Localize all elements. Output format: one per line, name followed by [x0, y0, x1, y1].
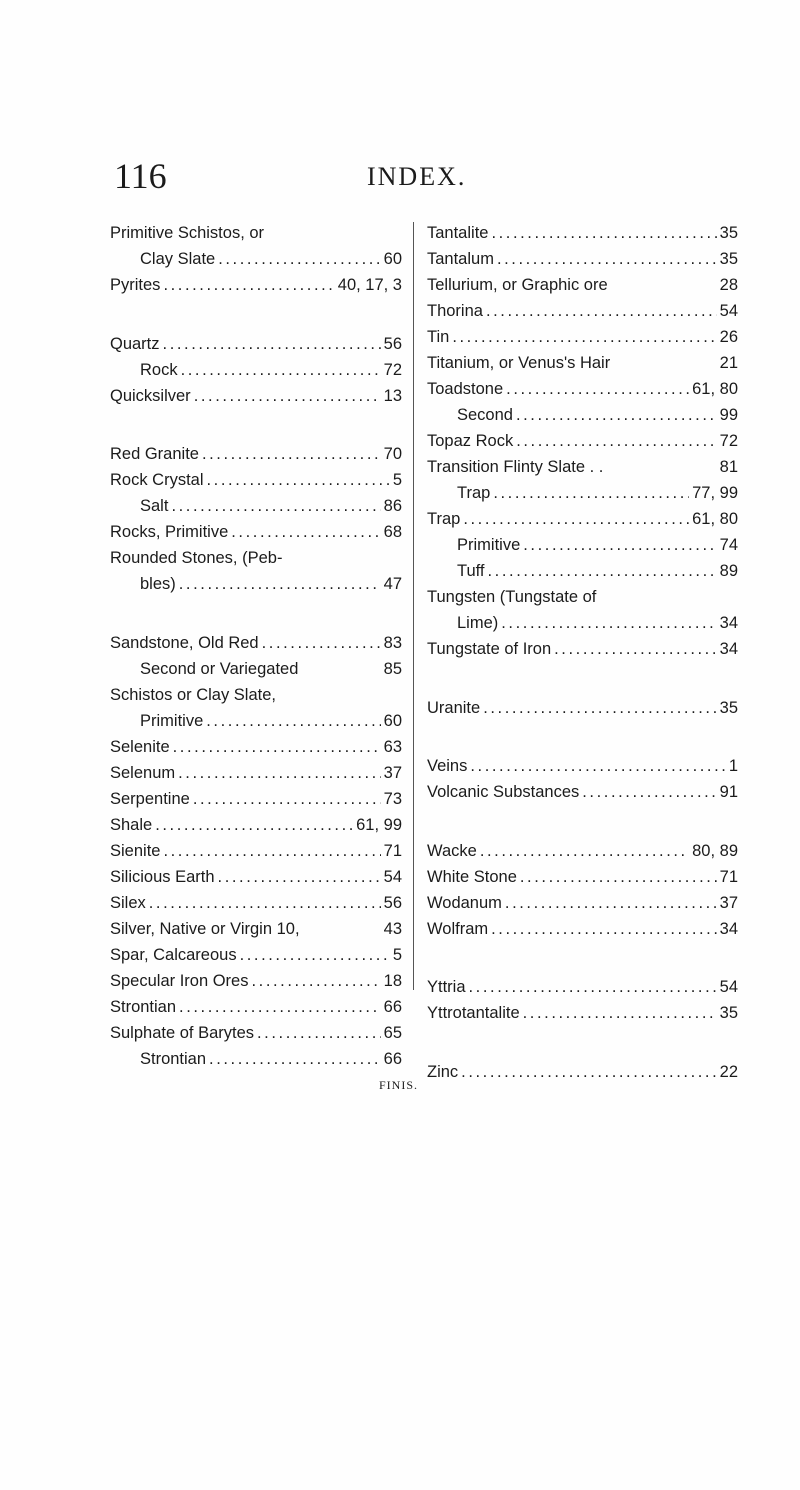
dot-leader [257, 1020, 381, 1046]
dot-leader [493, 480, 689, 506]
index-term: Silver, Native or Virgin 10, [110, 919, 300, 938]
index-entry [427, 402, 738, 428]
index-term: Yttria [427, 978, 466, 996]
index-left-column [110, 220, 402, 1072]
dot-leader [582, 779, 716, 805]
index-entry [110, 916, 402, 942]
index-section-gap [427, 721, 738, 754]
dot-leader [251, 968, 380, 994]
index-entry [427, 428, 738, 454]
index-page-refs: 37 [383, 763, 402, 782]
dot-leader [262, 630, 381, 656]
index-page-refs: 1 [728, 757, 738, 775]
dot-leader [523, 1000, 717, 1026]
index-entry [110, 708, 402, 734]
dot-leader [523, 532, 716, 558]
index-entry [427, 324, 738, 350]
index-page-refs: 68 [383, 523, 402, 541]
index-term: Thorina [427, 302, 483, 320]
dot-leader [463, 506, 689, 532]
index-page-refs: 72 [383, 360, 402, 379]
index-page-refs: 37 [719, 893, 738, 912]
index-page-refs: 56 [383, 893, 402, 912]
index-page-refs: 43 [383, 919, 402, 938]
index-entry [110, 467, 402, 493]
index-page-refs: 22 [719, 1062, 738, 1081]
index-term: Specular Iron Ores [110, 971, 249, 990]
index-term: Tungsten (Tungstate of [427, 588, 597, 606]
index-page-refs: 65 [383, 1023, 402, 1042]
index-page-refs: 35 [719, 224, 738, 242]
index-page-refs: 91 [719, 783, 738, 801]
index-page-refs: 34 [719, 919, 738, 938]
index-page-refs: 35 [719, 1004, 738, 1022]
dot-leader [491, 220, 716, 246]
dot-leader [179, 994, 381, 1020]
index-entry [427, 220, 738, 246]
index-page-refs: 54 [719, 978, 738, 996]
index-term: Primitive Schistos, or [110, 224, 265, 242]
index-entry [427, 779, 738, 805]
index-page-refs: 74 [719, 536, 738, 554]
index-term: Zinc [427, 1062, 459, 1081]
index-term: Sienite [110, 841, 161, 860]
index-page-refs: 35 [719, 698, 738, 717]
dot-leader [178, 760, 381, 786]
dot-leader [231, 519, 380, 545]
dot-leader [452, 324, 716, 350]
index-entry [110, 864, 402, 890]
index-entry [110, 1046, 402, 1072]
index-entry [427, 506, 738, 532]
index-term: Tuff [457, 562, 485, 580]
dot-leader [497, 246, 717, 272]
index-page-refs: 5 [392, 945, 402, 964]
index-entry [427, 974, 738, 1000]
dot-leader [483, 695, 716, 721]
index-page-refs: 86 [383, 497, 402, 515]
index-entry [427, 695, 738, 721]
dot-leader [193, 786, 381, 812]
index-entry [110, 994, 402, 1020]
index-term: Rocks, Primitive [110, 523, 229, 541]
index-page-refs: 54 [383, 867, 402, 886]
index-term: Silex [110, 893, 146, 912]
running-head: INDEX. [367, 162, 467, 191]
index-page-refs: 73 [383, 789, 402, 808]
index-page-refs: 70 [383, 445, 402, 463]
index-page-refs: 72 [719, 432, 738, 450]
dot-leader [470, 753, 725, 779]
index-term: Shale [110, 815, 153, 834]
index-term: Uranite [427, 698, 481, 717]
index-page-refs: 66 [383, 1049, 402, 1068]
index-term: Strontian [110, 997, 177, 1016]
index-term: Wacke [427, 841, 477, 860]
dot-leader [155, 812, 353, 838]
dot-leader [194, 383, 381, 409]
index-entry [110, 942, 402, 968]
index-page-refs: 47 [383, 575, 402, 593]
index-entry [427, 1059, 738, 1085]
index-entry [110, 968, 402, 994]
index-entry [427, 376, 738, 402]
index-term: Topaz Rock [427, 432, 514, 450]
index-term: Primitive [140, 711, 204, 730]
index-term: Pyrites [110, 276, 161, 294]
index-section-gap [427, 942, 738, 975]
index-page-refs: 40, 17, 3 [337, 276, 402, 294]
index-page-refs: 89 [719, 562, 738, 580]
dot-leader [501, 610, 716, 636]
index-entry [110, 331, 402, 357]
index-entry [110, 383, 402, 409]
index-entry [427, 480, 738, 506]
dot-leader [516, 402, 717, 428]
index-entry [110, 220, 402, 246]
dot-leader [206, 708, 380, 734]
index-term: Second or Variegated [140, 659, 299, 678]
index-entry [110, 630, 402, 656]
index-page-refs: 54 [719, 302, 738, 320]
dot-leader [179, 571, 381, 597]
index-entry [110, 545, 402, 571]
index-term: Tellurium, or Graphic ore [427, 276, 608, 294]
dot-leader [516, 428, 716, 454]
index-entry [427, 532, 738, 558]
index-page-refs: 71 [719, 867, 738, 886]
page-number: 116 [114, 156, 167, 196]
index-term: Sulphate of Barytes [110, 1023, 255, 1042]
index-term: Spar, Calcareous [110, 945, 237, 964]
index-entry [427, 272, 738, 298]
dot-leader [486, 298, 717, 324]
column-divider [413, 222, 414, 990]
index-section-gap [427, 662, 738, 695]
index-page-refs: 26 [719, 328, 738, 346]
dot-leader [240, 942, 390, 968]
index-term: Veins [427, 757, 468, 775]
index-entry [427, 753, 738, 779]
index-term: Rounded Stones, (Peb- [110, 549, 283, 567]
index-page-refs: 28 [719, 276, 738, 294]
index-page-refs: 80, 89 [692, 841, 738, 860]
index-page-refs: 85 [383, 659, 402, 678]
index-entry [427, 298, 738, 324]
index-page-refs: 13 [383, 386, 402, 405]
dot-leader [488, 558, 717, 584]
dot-leader [491, 916, 717, 942]
index-page-refs: 61, 80 [692, 510, 738, 528]
index-page-refs: 56 [383, 334, 402, 353]
index-section-gap [427, 805, 738, 838]
index-term: Tantalite [427, 224, 489, 242]
index-entry [110, 812, 402, 838]
index-page-refs: 99 [719, 406, 738, 424]
index-term: Tantalum [427, 250, 494, 268]
dot-leader [461, 1059, 716, 1085]
index-entry [110, 357, 402, 383]
index-entry [110, 1020, 402, 1046]
index-term: Strontian [140, 1049, 207, 1068]
dot-leader [218, 246, 380, 272]
dot-leader [207, 467, 390, 493]
index-entry [427, 916, 738, 942]
index-term: Serpentine [110, 789, 190, 808]
index-entry [427, 350, 738, 376]
index-term: Tin [427, 328, 450, 346]
dot-leader [218, 864, 381, 890]
finis-label: FINIS. [379, 1078, 419, 1092]
index-page-refs: 71 [383, 841, 402, 860]
index-entry [427, 454, 738, 480]
index-term: Sandstone, Old Red [110, 633, 259, 652]
index-entry [110, 734, 402, 760]
index-entry [110, 760, 402, 786]
index-term: Red Granite [110, 445, 199, 463]
index-page-refs: 60 [383, 711, 402, 730]
index-entry [110, 272, 402, 298]
index-page-refs: 66 [383, 997, 402, 1016]
dot-leader [181, 357, 381, 383]
index-entry [427, 1000, 738, 1026]
dot-leader [149, 890, 381, 916]
dot-leader [171, 493, 380, 519]
index-page-refs: 61, 99 [356, 815, 402, 834]
index-page-refs: 34 [719, 614, 738, 632]
index-term: Volcanic Substances [427, 783, 580, 801]
index-entry [427, 636, 738, 662]
index-entry [427, 838, 738, 864]
index-entry [427, 890, 738, 916]
index-term: Trap [457, 484, 491, 502]
dot-leader [173, 734, 381, 760]
index-term: Schistos or Clay Slate, [110, 685, 276, 704]
index-entry [110, 682, 402, 708]
index-entry [427, 246, 738, 272]
index-page-refs: 21 [719, 354, 738, 372]
dot-leader [209, 1046, 381, 1072]
dot-leader [163, 272, 334, 298]
index-entry [110, 786, 402, 812]
index-entry [427, 584, 738, 610]
index-term: Tungstate of Iron [427, 640, 552, 658]
index-term: Selenite [110, 737, 170, 756]
index-entry [110, 519, 402, 545]
index-page-refs: 34 [719, 640, 738, 658]
index-page-refs: 63 [383, 737, 402, 756]
index-term: Wodanum [427, 893, 502, 912]
dot-leader [202, 441, 381, 467]
dot-leader [163, 331, 381, 357]
index-section-gap [427, 1026, 738, 1059]
index-entry [427, 558, 738, 584]
index-page-refs: 60 [383, 250, 402, 268]
index-entry [110, 441, 402, 467]
index-page-refs: 77, 99 [692, 484, 738, 502]
index-entry [110, 656, 402, 682]
dot-leader [469, 974, 717, 1000]
index-term: Toadstone [427, 380, 504, 398]
index-term: Wolfram [427, 919, 489, 938]
index-right-column [427, 220, 738, 1085]
index-page-refs: 83 [383, 633, 402, 652]
index-section-gap [110, 597, 402, 630]
index-term: Rock [140, 360, 178, 379]
index-term: Quartz [110, 334, 160, 353]
dot-leader [506, 376, 689, 402]
index-page-refs: 18 [383, 971, 402, 990]
index-term: Trap [427, 510, 461, 528]
index-term: Yttrotantalite [427, 1004, 520, 1022]
index-page-refs: 61, 80 [692, 380, 738, 398]
index-term: Quicksilver [110, 386, 191, 405]
index-entry [110, 890, 402, 916]
index-entry [110, 838, 402, 864]
index-section-gap [110, 409, 402, 442]
index-entry [110, 493, 402, 519]
index-term: Clay Slate [140, 250, 216, 268]
index-term: Rock Crystal [110, 471, 204, 489]
dot-leader [520, 864, 717, 890]
dot-leader [505, 890, 717, 916]
index-term: Selenum [110, 763, 176, 782]
index-term: bles) [140, 575, 176, 593]
index-page-refs: 81 [719, 458, 738, 476]
index-section-gap [110, 298, 402, 331]
index-term: Silicious Earth [110, 867, 215, 886]
index-term: Primitive [457, 536, 521, 554]
index-term: Salt [140, 497, 169, 515]
index-entry [427, 864, 738, 890]
index-term: Titanium, or Venus's Hair [427, 354, 611, 372]
index-page-refs: 5 [392, 471, 402, 489]
index-page-refs: 35 [719, 250, 738, 268]
index-entry [110, 246, 402, 272]
dot-leader [163, 838, 380, 864]
index-entry [110, 571, 402, 597]
dot-leader [480, 838, 689, 864]
dot-leader [554, 636, 717, 662]
index-term: Transition Flinty Slate . . [427, 458, 604, 476]
index-term: White Stone [427, 867, 517, 886]
index-term: Second [457, 406, 513, 424]
index-entry [427, 610, 738, 636]
index-term: Lime) [457, 614, 499, 632]
